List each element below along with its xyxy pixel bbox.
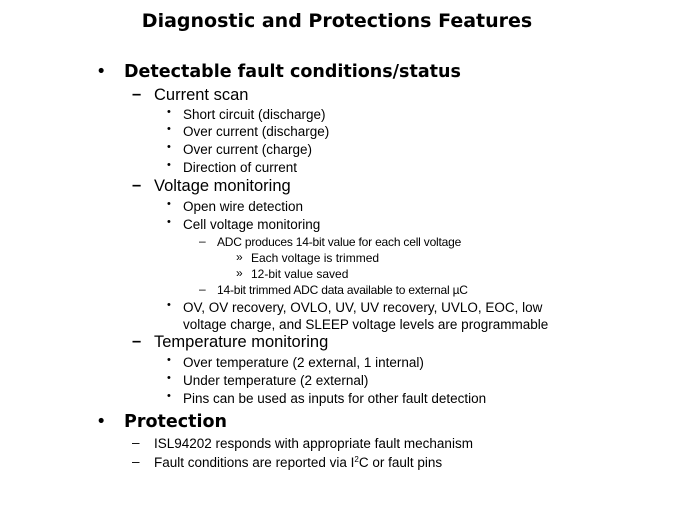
chevron-icon: » — [236, 250, 243, 264]
list-item: – ISL94202 responds with appropriate fault mechanism — [132, 435, 473, 451]
dash-icon: – — [132, 85, 142, 103]
bullet-icon: • — [167, 159, 171, 171]
subsection-temperature-monitoring: – Temperature monitoring — [132, 332, 329, 351]
list-item: • Over current (charge) — [167, 141, 313, 157]
list-item: – 14-bit trimmed ADC data available to external µC — [199, 282, 468, 297]
list-item: • Cell voltage monitoring — [167, 216, 321, 232]
section-heading-detectable-faults: • Detectable fault conditions/status — [96, 62, 461, 82]
list-item: • Over current (discharge) — [167, 123, 330, 139]
bullet-icon: • — [167, 299, 171, 311]
subsection-voltage-monitoring: – Voltage monitoring — [132, 176, 291, 195]
dash-icon: – — [199, 282, 206, 296]
list-item: • Under temperature (2 external) — [167, 372, 369, 388]
dash-icon: – — [199, 234, 206, 248]
section-heading-protection: • Protection — [96, 412, 227, 432]
subsection-current-scan: – Current scan — [132, 85, 249, 104]
dash-icon: – — [132, 176, 142, 194]
list-item-continuation: voltage charge, and SLEEP voltage levels are programmable — [183, 317, 549, 332]
list-item: • Pins can be used as inputs for other fault detection — [167, 390, 487, 406]
list-item: • Over temperature (2 external, 1 internal) — [167, 354, 424, 370]
bullet-icon: • — [167, 141, 171, 153]
bullet-icon: • — [167, 106, 171, 118]
bullet-icon: • — [96, 62, 107, 82]
list-item: – ADC produces 14-bit value for each cell voltage — [199, 234, 462, 249]
slide-title: Diagnostic and Protections Features — [141, 10, 533, 32]
dash-icon: – — [132, 435, 140, 450]
bullet-icon: • — [167, 123, 171, 135]
list-item: • Open wire detection — [167, 198, 304, 214]
list-item: » 12-bit value saved — [236, 266, 349, 281]
bullet-icon: • — [167, 354, 171, 366]
dash-icon: – — [132, 332, 142, 350]
list-item: • OV, OV recovery, OVLO, UV, UV recovery, UVLO, EOC, low — [167, 299, 543, 315]
bullet-icon: • — [167, 372, 171, 384]
list-item: » Each voltage is trimmed — [236, 250, 380, 265]
dash-icon: – — [132, 454, 140, 469]
bullet-icon: • — [167, 198, 171, 210]
list-item: • Short circuit (discharge) — [167, 106, 326, 122]
bullet-icon: • — [167, 390, 171, 402]
bullet-icon: • — [96, 412, 107, 432]
bullet-icon: • — [167, 216, 171, 228]
chevron-icon: » — [236, 266, 243, 280]
list-item: – Fault conditions are reported via $I^2C$ or fault pins — [132, 454, 443, 470]
list-item: • Direction of current — [167, 159, 298, 175]
